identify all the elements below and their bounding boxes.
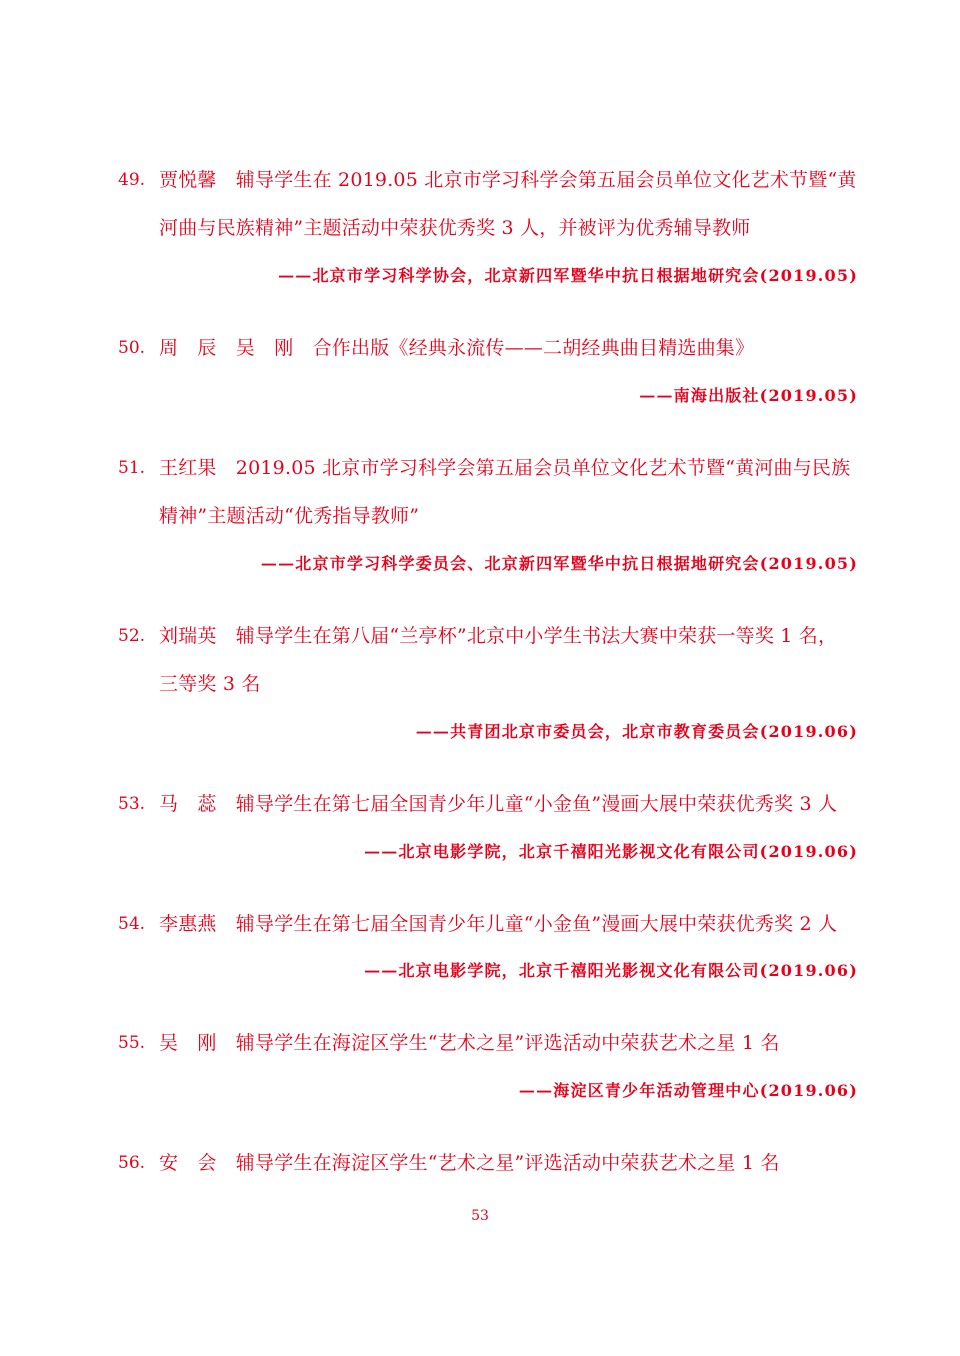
entry-text-line-1: 安 会 辅导学生在海淀区学生“艺术之星”评选活动中荣获艺术之星 1 名 bbox=[159, 1152, 780, 1174]
entry-text-line-1: 李惠燕 辅导学生在第七届全国青少年儿童“小金鱼”漫画大展中荣获优秀奖 2 人 bbox=[159, 913, 838, 935]
entry-number: 51. bbox=[118, 458, 146, 478]
entry-source: ——北京市学习科学委员会、北京新四军暨华中抗日根据地研究会(2019.05) bbox=[260, 554, 858, 573]
entry-number: 53. bbox=[118, 794, 146, 814]
entry-text-line-1: 周 辰 吴 刚 合作出版《经典永流传——二胡经典曲目精选曲集》 bbox=[159, 337, 755, 359]
entry-number: 55. bbox=[118, 1033, 146, 1053]
entry-text-line-1: 王红果 2019.05 北京市学习科学会第五届会员单位文化艺术节暨“黄河曲与民族 bbox=[159, 457, 851, 479]
entry-source: ——海淀区青少年活动管理中心(2019.06) bbox=[518, 1081, 858, 1100]
entry-source: ——北京市学习科学协会，北京新四军暨华中抗日根据地研究会(2019.05) bbox=[278, 266, 858, 285]
entry-text-line-1: 贾悦馨 辅导学生在 2019.05 北京市学习科学会第五届会员单位文化艺术节暨“黄 bbox=[159, 169, 857, 191]
entry-number: 52. bbox=[118, 626, 146, 646]
entry-source: ——南海出版社(2019.05) bbox=[639, 386, 858, 405]
page-number: 53 bbox=[471, 1208, 489, 1224]
entry-text-line-2: 河曲与民族精神”主题活动中荣获优秀奖 3 人，并被评为优秀辅导教师 bbox=[159, 217, 751, 239]
entry-text-line-1: 刘瑞英 辅导学生在第八届“兰亭杯”北京中小学生书法大赛中荣获一等奖 1 名， bbox=[159, 625, 838, 647]
entry-number: 49. bbox=[118, 170, 146, 190]
entry-source: ——北京电影学院，北京千禧阳光影视文化有限公司(2019.06) bbox=[364, 842, 858, 861]
entry-number: 50. bbox=[118, 338, 146, 358]
entry-text-line-2: 三等奖 3 名 bbox=[159, 673, 261, 695]
entry-text-line-2: 精神”主题活动“优秀指导教师” bbox=[159, 505, 420, 527]
entry-text-line-1: 马 蕊 辅导学生在第七届全国青少年儿童“小金鱼”漫画大展中荣获优秀奖 3 人 bbox=[159, 793, 838, 815]
entry-number: 56. bbox=[118, 1153, 146, 1173]
entry-source: ——北京电影学院，北京千禧阳光影视文化有限公司(2019.06) bbox=[364, 961, 858, 980]
entry-source: ——共青团北京市委员会，北京市教育委员会(2019.06) bbox=[415, 722, 858, 741]
entry-number: 54. bbox=[118, 914, 146, 934]
entry-text-line-1: 吴 刚 辅导学生在海淀区学生“艺术之星”评选活动中荣获艺术之星 1 名 bbox=[159, 1032, 780, 1054]
